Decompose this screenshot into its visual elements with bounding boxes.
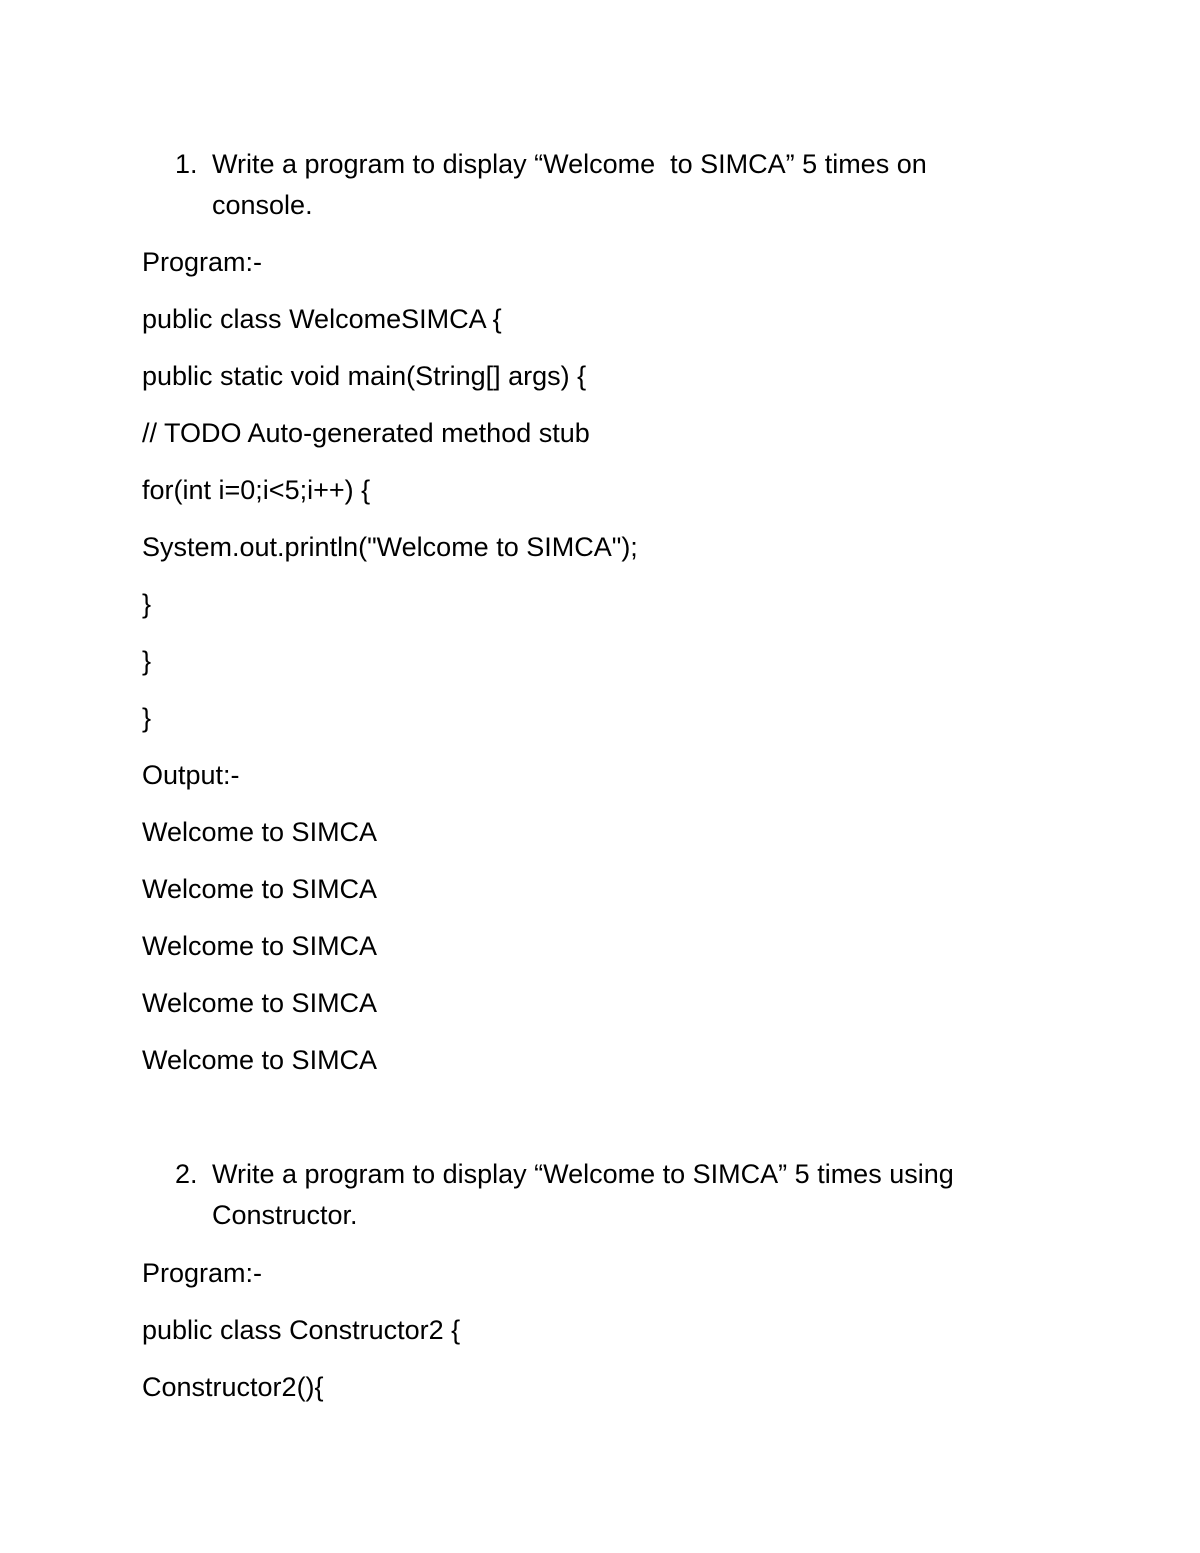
question-2-text-line-2: Constructor. xyxy=(212,1200,358,1230)
question-2-program-label: Program:- xyxy=(142,1258,263,1288)
question-1-program-label: Program:- xyxy=(142,247,263,277)
question-1-output-label: Output:- xyxy=(142,760,240,790)
code-line: // TODO Auto-generated method stub xyxy=(142,418,590,448)
code-line: public static void main(String[] args) { xyxy=(142,361,587,391)
output-line: Welcome to SIMCA xyxy=(142,874,378,904)
code-line: } xyxy=(142,589,152,619)
code-line: } xyxy=(142,703,152,733)
output-line: Welcome to SIMCA xyxy=(142,931,378,961)
code-line: System.out.println("Welcome to SIMCA"); xyxy=(142,532,638,562)
output-line: Welcome to SIMCA xyxy=(142,1045,378,1075)
code-line: for(int i=0;i<5;i++) { xyxy=(142,475,371,505)
question-1-text-line-2: console. xyxy=(212,190,313,220)
output-line: Welcome to SIMCA xyxy=(142,817,378,847)
code-line: } xyxy=(142,646,152,676)
question-1-text-line-1: Write a program to display “Welcome to SIMCA” 5 times on xyxy=(212,149,927,179)
question-2-number: 2. xyxy=(175,1159,198,1189)
output-line: Welcome to SIMCA xyxy=(142,988,378,1018)
code-line: public class Constructor2 { xyxy=(142,1315,461,1345)
code-line: public class WelcomeSIMCA { xyxy=(142,304,502,334)
code-line: Constructor2(){ xyxy=(142,1372,324,1402)
question-2-text-line-1: Write a program to display “Welcome to SIMCA” 5 times using xyxy=(212,1159,954,1189)
question-1-number: 1. xyxy=(175,149,198,179)
